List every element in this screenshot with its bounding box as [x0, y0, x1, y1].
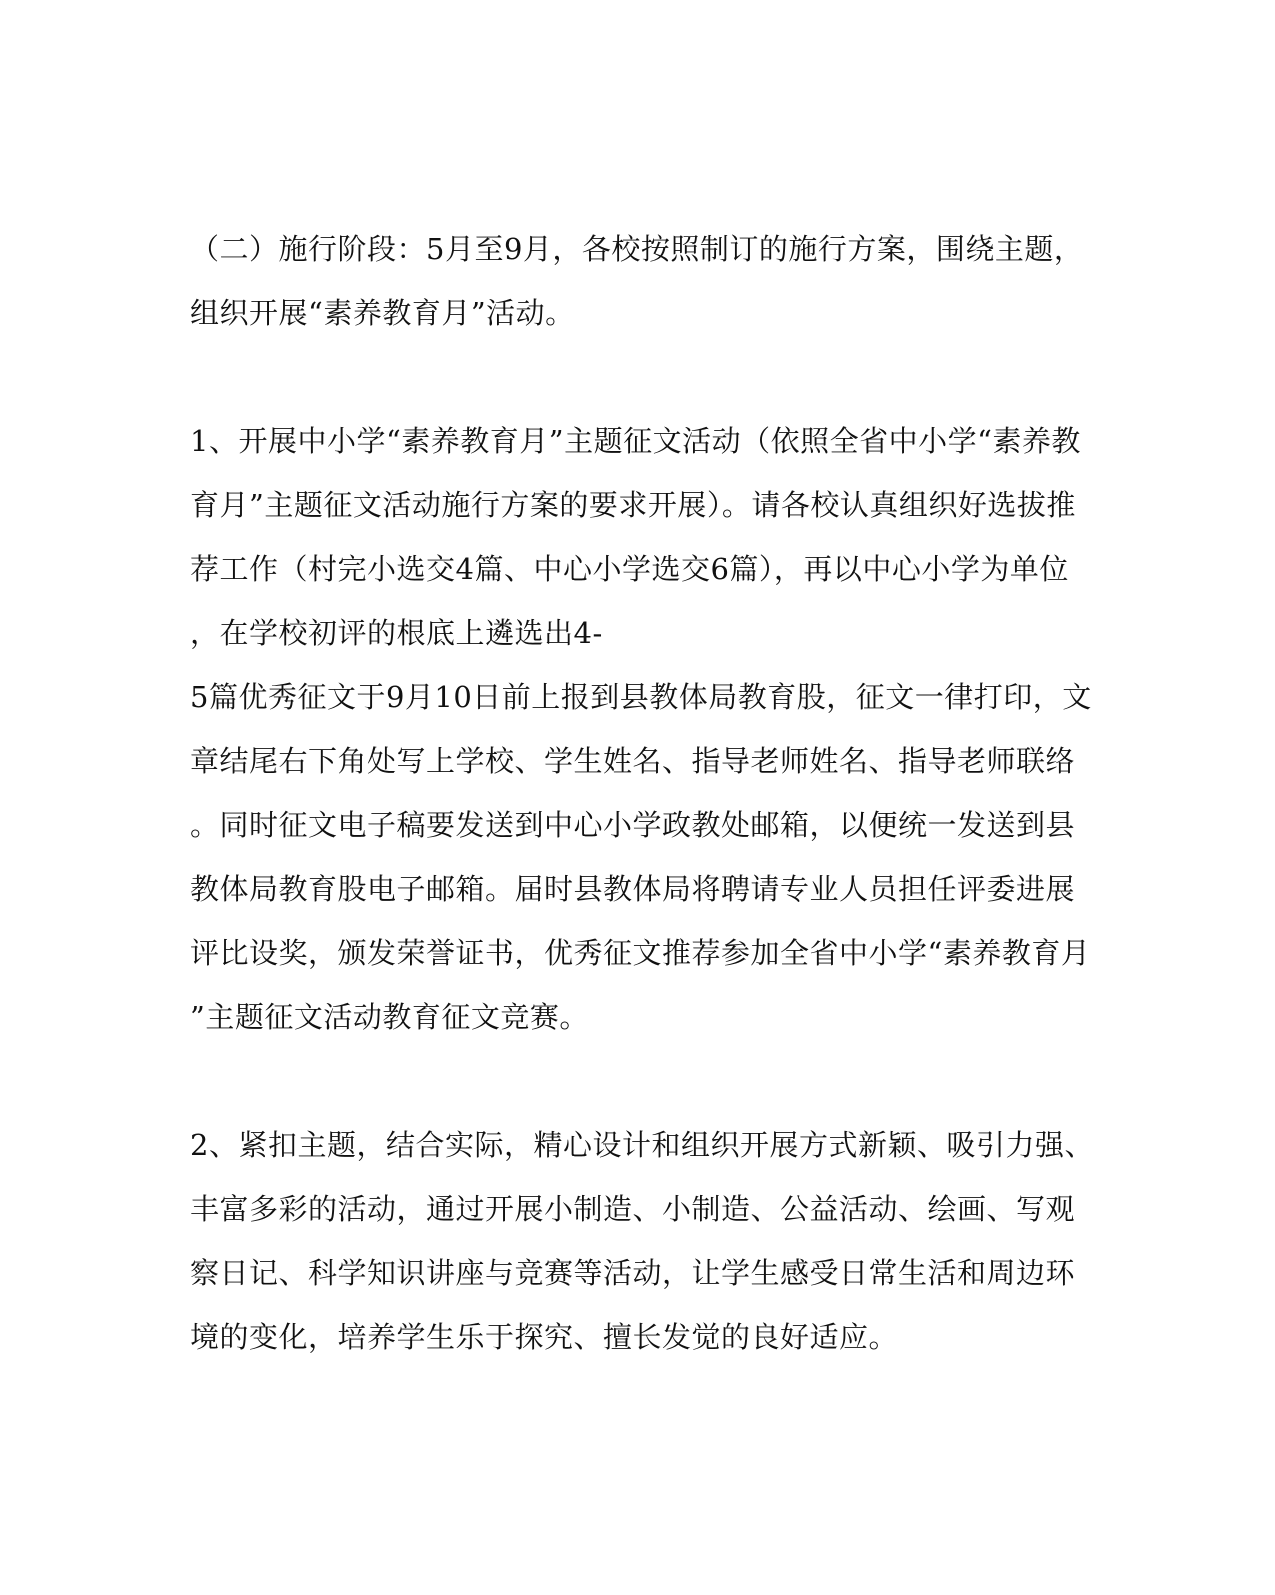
paragraph-line: 1、开展中小学“素养教育月”主题征文活动（依照全省中小学“素养教	[190, 424, 1081, 458]
paragraph-line: 教体局教育股电子邮箱。届时县教体局将聘请专业人员担任评委进展	[190, 872, 1076, 906]
paragraph-line: ，在学校初评的根底上遴选出4-	[190, 616, 603, 650]
paragraph-line: 。同时征文电子稿要发送到中心小学政教处邮箱，以便统一发送到县	[190, 808, 1076, 842]
paragraph-line: 2、紧扣主题，结合实际，精心设计和组织开展方式新颖、吸引力强、	[190, 1128, 1094, 1162]
paragraph-line: ”主题征文活动教育征文竞赛。	[190, 1000, 589, 1034]
paragraph-line: 5篇优秀征文于9月10日前上报到县教体局教育股，征文一律打印，文	[190, 680, 1092, 714]
paragraph-line: 丰富多彩的活动，通过开展小制造、小制造、公益活动、绘画、写观	[190, 1192, 1076, 1226]
paragraph-line: 察日记、科学知识讲座与竞赛等活动，让学生感受日常生活和周边环	[190, 1256, 1076, 1290]
paragraph-line: （二）施行阶段：5月至9月，各校按照制订的施行方案，围绕主题，	[190, 232, 1084, 266]
paragraph-line: 荐工作（村完小选交4篇、中心小学选交6篇），再以中心小学为单位	[190, 552, 1069, 586]
paragraph-line: 章结尾右下角处写上学校、学生姓名、指导老师姓名、指导老师联络	[190, 744, 1076, 778]
paragraph-line: 育月”主题征文活动施行方案的要求开展）。请各校认真组织好选拔推	[190, 488, 1076, 522]
paragraph-line: 组织开展“素养教育月”活动。	[190, 296, 575, 330]
paragraph-line: 境的变化，培养学生乐于探究、擅长发觉的良好适应。	[190, 1320, 899, 1354]
paragraph-line: 评比设奖，颁发荣誉证书，优秀征文推荐参加全省中小学“素养教育月	[190, 936, 1091, 970]
